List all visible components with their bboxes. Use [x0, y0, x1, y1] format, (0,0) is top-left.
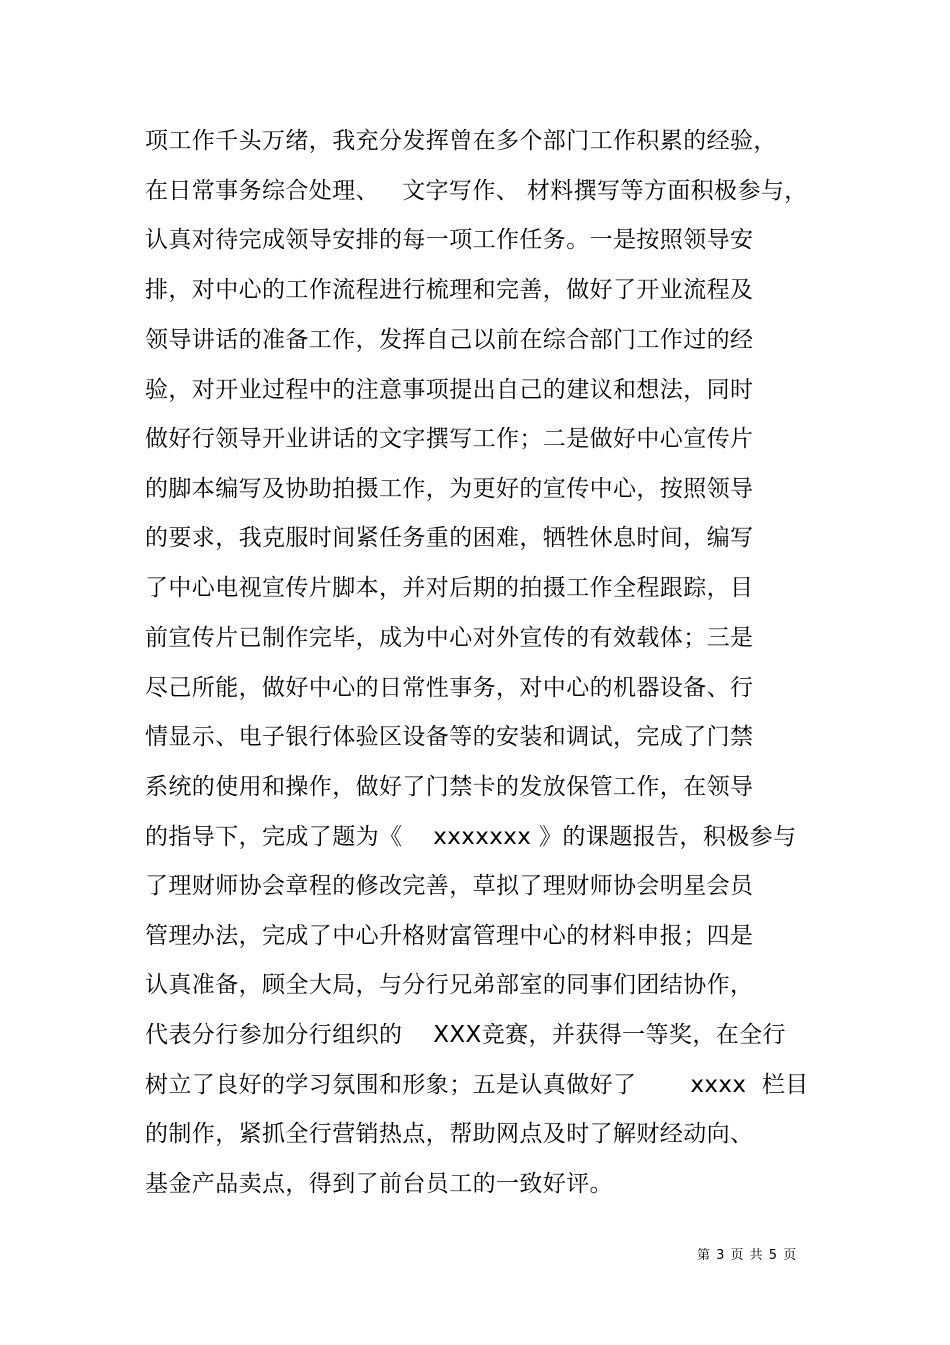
- text-line: 尽己所能，做好中心的日常性事务，对中心的机器设备、行: [145, 675, 754, 701]
- text-line: 的脚本编写及协助拍摄工作，为更好的宣传中心，按照领导: [145, 476, 754, 502]
- text-line: 的要求，我克服时间紧任务重的困难，牺牲休息时间，编写: [145, 525, 754, 551]
- text-line: 管理办法，完成了中心升格财富管理中心的材料申报；四是: [145, 923, 754, 949]
- text-line: 基金产品卖点，得到了前台员工的一致好评。: [145, 1171, 613, 1197]
- text-line: 的制作，紧抓全行营销热点，帮助网点及时了解财经动向、: [145, 1121, 754, 1147]
- text-line: 系统的使用和操作，做好了门禁卡的发放保管工作，在领导: [145, 774, 754, 800]
- text-line: 做好行领导开业讲话的文字撰写工作；二是做好中心宣传片: [145, 426, 754, 452]
- text-line: 验，对开业过程中的注意事项提出自己的建议和想法，同时: [145, 377, 754, 403]
- text-line: 的指导下，完成了题为《 xxxxxxx 》的课题报告，积极参与: [145, 824, 797, 850]
- text-line: 了中心电视宣传片脚本，并对后期的拍摄工作全程跟踪，目: [145, 575, 754, 601]
- text-line: 排，对中心的工作流程进行梳理和完善，做好了开业流程及: [145, 277, 754, 303]
- text-line: 代表分行参加分行组织的 XXX竞赛，并获得一等奖，在全行: [145, 1022, 786, 1048]
- page-number: 第 3 页 共 5 页: [697, 1248, 798, 1263]
- text-line: 认真准备，顾全大局，与分行兄弟部室的同事们团结协作，: [145, 972, 754, 998]
- text-line: 树立了良好的学习氛围和形象；五是认真做好了 xxxx 栏目: [145, 1072, 809, 1098]
- text-line: 前宣传片已制作完毕，成为中心对外宣传的有效载体；三是: [145, 625, 754, 651]
- text-line: 认真对待完成领导安排的每一项工作任务。一是按照领导安: [145, 227, 754, 253]
- text-line: 项工作千头万绪，我充分发挥曾在多个部门工作积累的经验，: [145, 128, 777, 154]
- text-line: 在日常事务综合处理、 文字写作、 材料撰写等方面积极参与，: [145, 178, 808, 204]
- text-line: 情显示、电子银行体验区设备等的安装和调试，完成了门禁: [145, 724, 754, 750]
- text-line: 了理财师协会章程的修改完善，草拟了理财师协会明星会员: [145, 873, 754, 899]
- text-line: 领导讲话的准备工作，发挥自己以前在综合部门工作过的经: [145, 327, 754, 353]
